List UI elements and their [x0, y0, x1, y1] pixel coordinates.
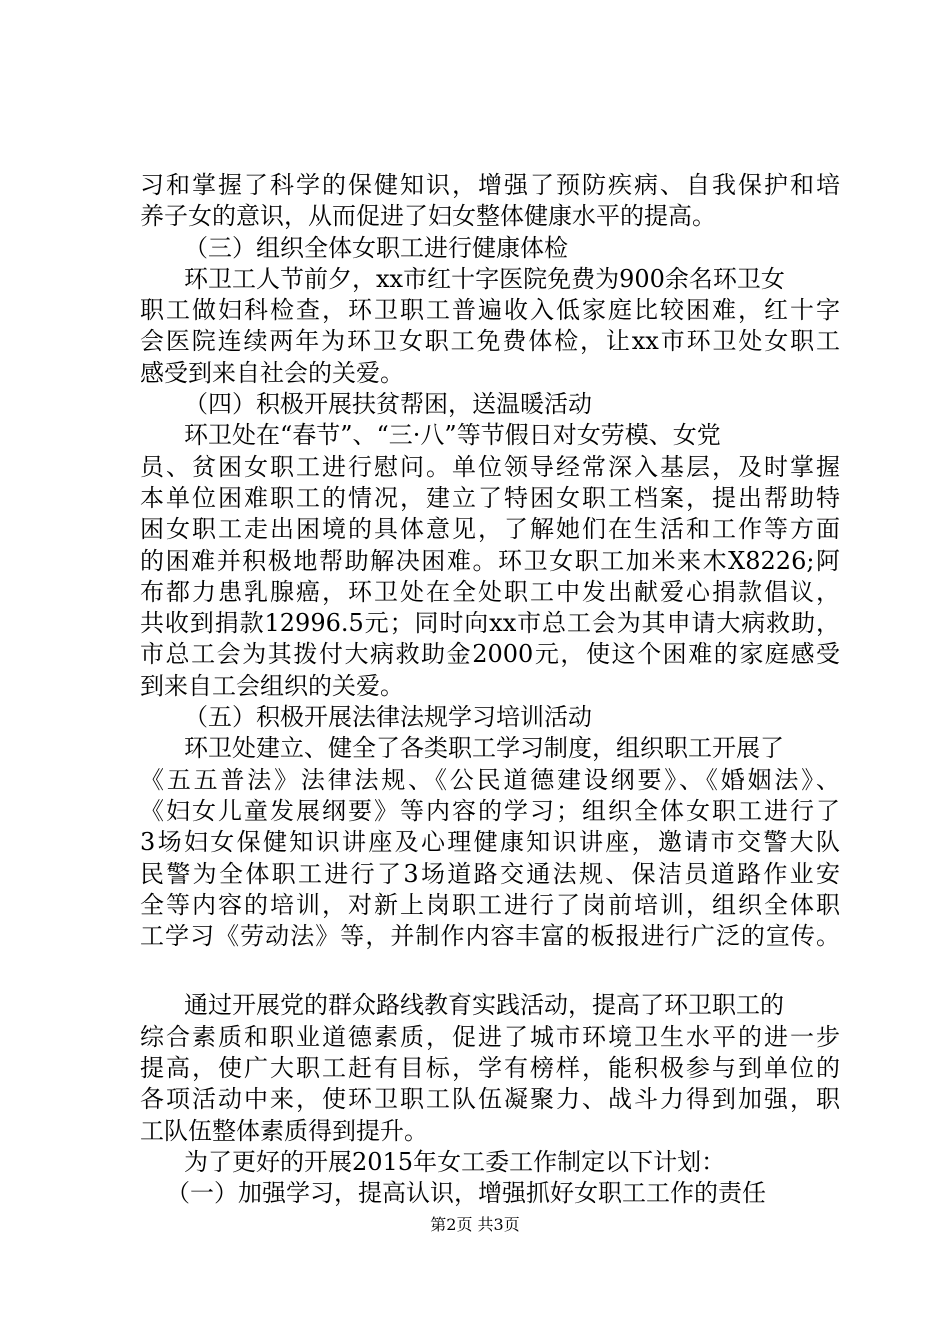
text-line: 全等内容的培训，对新上岗职工进行了岗前培训，组织全体职: [140, 890, 840, 919]
text-line: 通过开展党的群众路线教育实践活动，提高了环卫职工的: [184, 991, 784, 1020]
text-line: 为了更好的开展2015年女工委工作制定以下计划：: [184, 1147, 726, 1176]
paragraph-gap: [140, 952, 840, 990]
document-body: [140, 170, 840, 1210]
text-line: 各项活动中来，使环卫职工队伍凝聚力、战斗力得到加强，职: [140, 1085, 840, 1114]
section-heading: （四）积极开展扶贫帮困，送温暖活动: [184, 390, 592, 419]
section-heading: （五）积极开展法律法规学习培训活动: [184, 703, 592, 732]
text-line: 习和掌握了科学的保健知识，增强了预防疾病、自我保护和培: [140, 171, 840, 199]
text-line: 环卫处建立、健全了各类职工学习制度，组织职工开展了: [184, 734, 784, 763]
text-line: 感受到来自社会的关爱。: [140, 358, 404, 387]
text-line: 工队伍整体素质得到提升。: [140, 1116, 428, 1145]
text-line: 提高，使广大职工赶有目标，学有榜样，能积极参与到单位的: [140, 1054, 840, 1083]
text-line: 布都力患乳腺癌，环卫处在全处职工中发出献爱心捐款倡议，: [140, 577, 840, 606]
text-line: 综合素质和职业道德素质，促进了城市环境卫生水平的进一步: [140, 1022, 840, 1051]
text-line: 困女职工走出困境的具体意见，了解她们在生活和工作等方面: [140, 515, 840, 544]
text-line: 本单位困难职工的情况，建立了特困女职工档案，提出帮助特: [140, 483, 840, 512]
text-line: 3场妇女保健知识讲座及心理健康知识讲座，邀请市交警大队: [140, 828, 840, 857]
text-line: 市总工会为其拨付大病救助金2000元，使这个困难的家庭感受: [140, 640, 840, 669]
text-line: 民警为全体职工进行了3场道路交通法规、保洁员道路作业安: [140, 859, 840, 888]
text-line: 工学习《劳动法》等，并制作内容丰富的板报进行广泛的宣传。: [140, 922, 840, 951]
text-line: 养子女的意识，从而促进了妇女整体健康水平的提高。: [140, 202, 716, 231]
text-line: 环卫处在“春节”、“三·八”等节假日对女劳模、女党: [184, 421, 721, 450]
page-footer: [0, 1213, 950, 1237]
text-line: 员、贫困女职工进行慰问。单位领导经常深入基层，及时掌握: [140, 452, 840, 481]
text-line: 环卫工人节前夕，xx市红十字医院免费为900余名环卫女: [184, 264, 785, 293]
text-line: 到来自工会组织的关爱。: [140, 671, 404, 700]
text-line: 的困难并积极地帮助解决困难。环卫女职工加米来木X8226;阿: [140, 546, 840, 575]
page-number-label: 第2页 共3页: [430, 1215, 520, 1234]
text-line: 会医院连续两年为环卫女职工免费体检，让xx市环卫处女职工: [140, 327, 840, 356]
text-line: 《妇女儿童发展纲要》等内容的学习；组织全体女职工进行了: [140, 796, 840, 825]
text-line: 职工做妇科检查，环卫职工普遍收入低家庭比较困难，红十字: [140, 296, 840, 325]
section-heading: （三）组织全体女职工进行健康体检: [184, 233, 568, 262]
text-line: 《五五普法》法律法规、《公民道德建设纲要》、《婚姻法》、: [140, 765, 840, 794]
text-line: 共收到捐款12996.5元；同时向xx市总工会为其申请大病救助，: [140, 609, 840, 638]
section-heading: （一）加强学习，提高认识，增强抓好女职工工作的责任: [166, 1179, 766, 1208]
